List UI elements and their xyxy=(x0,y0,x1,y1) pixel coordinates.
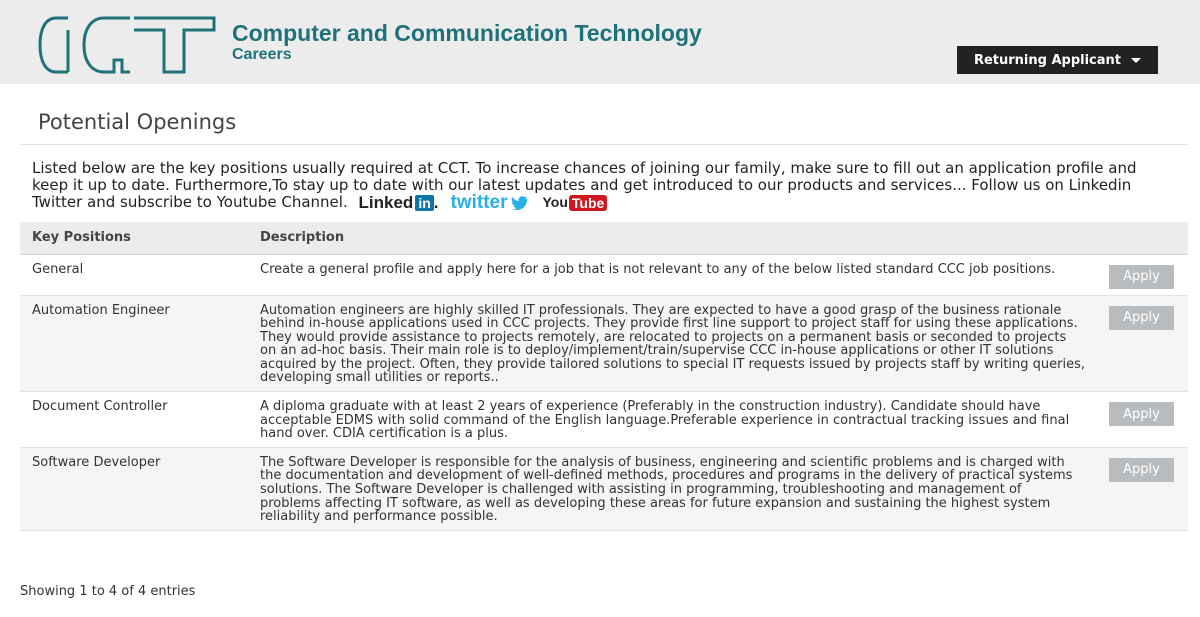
apply-button[interactable]: Apply xyxy=(1109,458,1174,482)
page-header xyxy=(0,0,1200,84)
position-cell: Software Developer xyxy=(20,447,248,530)
table-header-row xyxy=(20,222,1188,254)
twitter-bird-icon xyxy=(511,196,529,210)
position-cell: Document Controller xyxy=(20,392,248,448)
apply-button[interactable]: Apply xyxy=(1109,265,1174,289)
page-title: Potential Openings xyxy=(38,110,237,134)
description-cell: A diploma graduate with at least 2 years of experience (Preferably in the construction industry). Candidate should have acceptable EDMS with solid command of the English language.Preferable experience in contractual tracking issues and final hand over. CDIA certification is a plus. xyxy=(248,392,1097,448)
apply-button[interactable]: Apply xyxy=(1109,306,1174,330)
intro-paragraph xyxy=(32,160,1172,211)
linkedin-icon: in xyxy=(415,195,433,211)
youtube-link[interactable] xyxy=(543,194,608,211)
twitter-text: twitter xyxy=(450,192,508,213)
table-row xyxy=(20,254,1188,295)
youtube-icon: Tube xyxy=(569,195,607,211)
linkedin-dot: . xyxy=(433,193,439,212)
position-cell: Automation Engineer xyxy=(20,295,248,392)
intro-text: Listed below are the key positions usually required at CCT. To increase chances of joining our family, make sure to fill out an application profile and keep it up to date. Furthermore,To stay up to date with our latest updates and get introduced to our products and services... Follow us on Linkedin Twitter and subscribe to Youtube Channel. xyxy=(32,159,1137,211)
cct-logo[interactable] xyxy=(38,14,216,76)
brand-title: Computer and Communication Technology xyxy=(232,20,702,46)
action-cell xyxy=(1097,254,1188,295)
youtube-you-text: You xyxy=(542,194,568,210)
action-cell xyxy=(1097,295,1188,392)
social-links xyxy=(359,194,608,211)
description-cell: Create a general profile and apply here for a job that is not relevant to any of the below listed standard CCC job positions. xyxy=(248,254,1097,295)
apply-button[interactable]: Apply xyxy=(1109,402,1174,426)
action-cell xyxy=(1097,447,1188,530)
linkedin-text: Linked xyxy=(358,193,414,212)
column-header-description[interactable]: Description xyxy=(248,222,1097,254)
table-row xyxy=(20,295,1188,392)
description-cell: Automation engineers are highly skilled IT professionals. They are expected to have a good grasp of the business rationale behind in-house applications used in CCC projects. They provide first line support to project staff for using these applications. They would provide assistance to projects remotely, are relocated to projects on a permanent basis or seconded to projects on an ad-hoc basis. Their main role is to deploy/implement/train/supervise CCC in-house applications or other IT solutions acquired by the project. Often, they provide tailored solutions to special IT requests issued by projects staff by writing queries, developing small utilities or reports.. xyxy=(248,295,1097,392)
positions-table xyxy=(20,222,1188,531)
table-row xyxy=(20,447,1188,530)
table-entries-info: Showing 1 to 4 of 4 entries xyxy=(20,584,196,599)
description-cell: The Software Developer is responsible for the analysis of business, engineering and scientific problems and is charged with the documentation and development of well-defined methods, procedures and programs in the delivery of practical systems solutions. The Software Developer is challenged with assisting in programming, troubleshooting and management of problems affecting IT software, as well as developing these areas for future expansion and sustaining the highest system reliability and performance possible. xyxy=(248,447,1097,530)
column-header-actions xyxy=(1097,222,1188,254)
returning-applicant-label: Returning Applicant xyxy=(973,52,1122,68)
twitter-link[interactable] xyxy=(451,194,529,211)
action-cell xyxy=(1097,392,1188,448)
column-header-key-positions[interactable]: Key Positions xyxy=(20,222,248,254)
caret-down-icon xyxy=(1131,58,1141,63)
brand-subtitle: Careers xyxy=(232,46,292,63)
table-row xyxy=(20,392,1188,448)
position-cell: General xyxy=(20,254,248,295)
returning-applicant-button[interactable] xyxy=(957,46,1158,74)
linkedin-link[interactable] xyxy=(359,194,439,211)
title-divider xyxy=(20,144,1188,145)
